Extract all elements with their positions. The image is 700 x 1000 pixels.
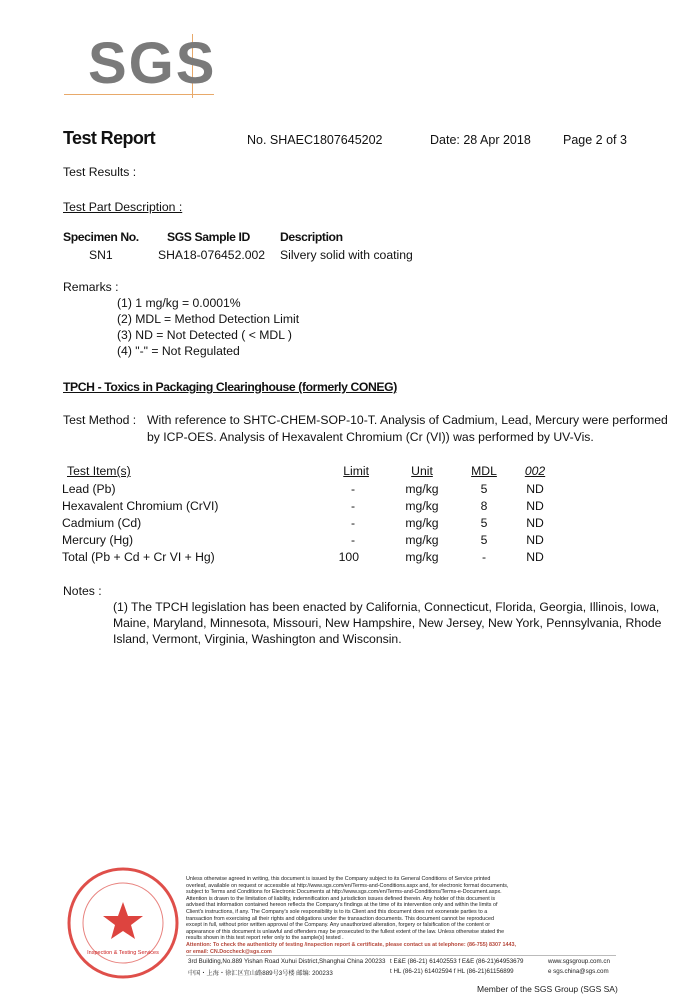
cell-mdl: 5 (480, 515, 488, 530)
test-method-label: Test Method : (63, 413, 137, 427)
sample-description: Silvery solid with coating (280, 248, 413, 262)
logo-text: SGS (88, 31, 217, 96)
cell-mdl: 5 (480, 481, 488, 496)
cell-result: ND (526, 515, 544, 530)
cell-item: Mercury (Hg) (62, 532, 134, 547)
disclaimer-line: overleaf, available on request or accessible at http://www.sgs.com/en/Terms-and-Conditions.aspx and, for electronic format documents, (186, 882, 509, 889)
table-row (61, 531, 565, 548)
disclaimer-line: or email: CN.Doccheck@sgs.com (186, 948, 272, 955)
address-cn: 中国・上海・徐汇区宜山路889号3号楼 邮编: 200233 (188, 970, 333, 977)
member-statement: Member of the SGS Group (SGS SA) (477, 984, 618, 994)
notes-line: Maine, Maryland, Minnesota, Missouri, New Hampshire, New Jersey, New York, Pennsylvania, Rhode (113, 616, 662, 630)
test-method-line: by ICP-OES. Analysis of Hexavalent Chromium (Cr (VI)) was performed by UV-Vis. (147, 430, 594, 444)
test-method-line: With reference to SHTC-CHEM-SOP-10-T. Analysis of Cadmium, Lead, Mercury were performed (147, 413, 668, 427)
cell-result: ND (526, 532, 544, 547)
section-title: TPCH - Toxics in Packaging Clearinghouse (formerly CONEG) (63, 380, 397, 394)
seal-text: Inspection & Testing Services (87, 950, 159, 956)
specimen-header-description: Description (280, 230, 343, 244)
col-mdl: MDL (471, 464, 497, 478)
sgs-logo (64, 31, 217, 98)
cell-unit: mg/kg (405, 532, 439, 547)
cell-unit: mg/kg (405, 549, 439, 564)
disclaimer-line: subject to Terms and Conditions for Electronic Documents at http://www.sgs.com/en/Terms-and-Conditions/Terms-e-Document.aspx. (186, 889, 502, 896)
footer-divider (186, 955, 616, 956)
results-header-row (61, 462, 565, 480)
specimen-no: SN1 (89, 248, 113, 262)
table-row (61, 514, 565, 531)
cell-item: Total (Pb + Cd + Cr VI + Hg) (62, 549, 215, 564)
disclaimer-line: except in full, without prior written approval of the Company. Any unauthorized alteration, forgery or falsification of the content or (186, 922, 491, 929)
remark-item: (3) ND = Not Detected ( < MDL ) (117, 328, 292, 342)
col-sample-002: 002 (524, 464, 546, 478)
page-indicator: Page 2 of 3 (563, 133, 627, 147)
cell-unit: mg/kg (405, 515, 439, 530)
disclaimer-line: appearance of this document is unlawful and offenders may be prosecuted to the fullest extent of the law. Unless otherwise stated the (186, 928, 505, 935)
remark-item: (4) "-" = Not Regulated (117, 344, 240, 358)
disclaimer-line: Unless otherwise agreed in writing, this document is issued by the Company subject to its General Conditions of Service printed (186, 876, 491, 882)
cell-unit: mg/kg (405, 481, 439, 496)
address-en: 3rd Building,No.889 Yishan Road Xuhui District,Shanghai China 200233 (188, 958, 386, 965)
website: www.sgsgroup.com.cn (548, 958, 610, 965)
notes-line: Island, Vermont, Virginia, Washington and Wisconsin. (113, 632, 402, 646)
report-date: Date: 28 Apr 2018 (430, 133, 531, 147)
cell-limit: - (350, 498, 355, 513)
cell-result: ND (526, 498, 544, 513)
cell-mdl: - (481, 549, 487, 564)
cell-result: ND (526, 549, 544, 564)
remark-item: (2) MDL = Method Detection Limit (117, 312, 300, 326)
specimen-header-no: Specimen No. (63, 230, 139, 244)
cell-item: Cadmium (Cd) (62, 515, 142, 530)
cell-mdl: 5 (480, 532, 488, 547)
cell-limit: - (350, 481, 355, 496)
col-limit: Limit (343, 464, 369, 478)
phone-cn: t HL (86-21) 61402594 f HL (86-21)61156899 (390, 968, 514, 975)
results-table (61, 462, 565, 565)
table-row (61, 548, 565, 565)
col-test-item: Test Item(s) (67, 464, 131, 478)
company-seal (62, 862, 184, 984)
disclaimer-line: Attention is drawn to the limitation of liability, indemnification and jurisdiction issues defined therein. Any holder of this document is (186, 895, 496, 902)
report-number: No. SHAEC1807645202 (247, 133, 383, 147)
disclaimer-line: Client's instructions, if any. The Company's sole responsibility is to its Client and this document does not exonerate parties to a (186, 908, 488, 915)
cell-limit: - (350, 532, 355, 547)
notes-line: (1) The TPCH legislation has been enacted by California, Connecticut, Florida, Georgia, Illinois, Iowa, (113, 600, 660, 614)
notes-label: Notes : (63, 584, 102, 598)
remarks-label: Remarks : (63, 280, 119, 294)
table-row (61, 497, 565, 514)
cell-limit: 100 (338, 549, 359, 564)
cell-item: Hexavalent Chromium (CrVI) (62, 498, 219, 513)
cell-result: ND (526, 481, 544, 496)
remark-item: (1) 1 mg/kg = 0.0001% (117, 296, 241, 310)
cell-unit: mg/kg (405, 498, 439, 513)
cell-item: Lead (Pb) (62, 481, 116, 496)
seal-icon (62, 862, 184, 984)
phone-en: t E&E (86-21) 61402553 f E&E (86-21)64953679 (390, 958, 524, 965)
disclaimer-line: Attention: To check the authenticity of testing /inspection report & certificate, please contact us at telephone: (86-755) 8307 1443, (186, 941, 517, 948)
test-results-label: Test Results : (63, 165, 137, 179)
disclaimer-line: results shown in this test report refer only to the sample(s) tested . (186, 935, 344, 942)
col-unit: Unit (411, 464, 433, 478)
disclaimer-line: advised that information contained hereon reflects the Company's findings at the time of its intervention only and within the limits of (186, 902, 498, 909)
disclaimer-line: transaction from exercising all their rights and obligations under the transaction documents. This document cannot be reproduced (186, 915, 494, 922)
sample-id: SHA18-076452.002 (158, 248, 266, 262)
email: e sgs.china@sgs.com (548, 968, 609, 975)
cell-limit: - (350, 515, 355, 530)
footer-disclaimer (186, 876, 616, 955)
part-description-label: Test Part Description : (63, 200, 183, 214)
report-title: Test Report (63, 128, 156, 148)
cell-mdl: 8 (480, 498, 488, 513)
table-row (61, 480, 565, 497)
specimen-header-id: SGS Sample ID (167, 230, 250, 244)
